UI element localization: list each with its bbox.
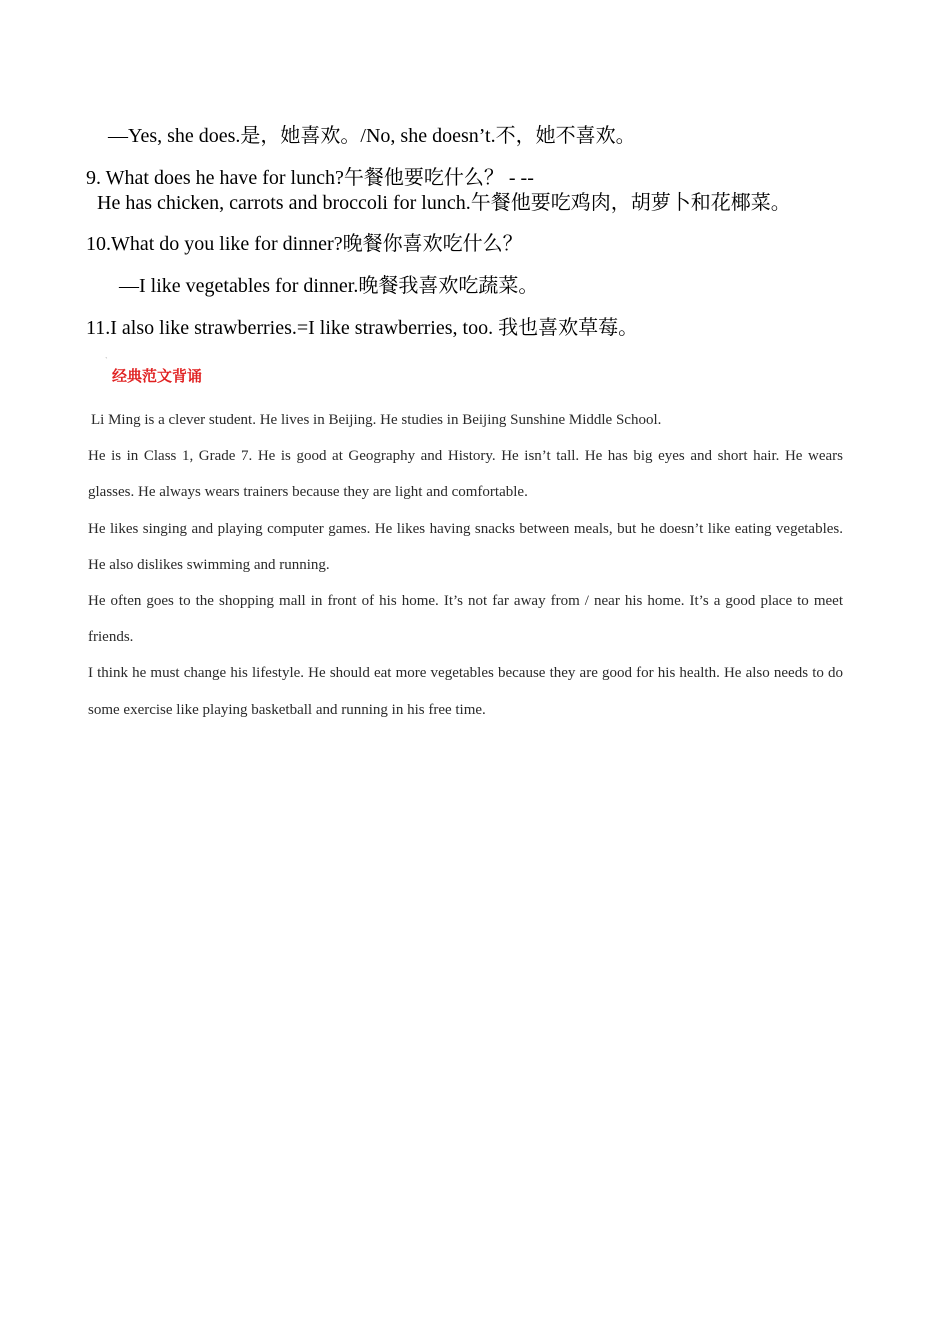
section-title: 经典范文背诵 <box>112 367 203 385</box>
corner-mark: ` <box>105 356 108 365</box>
question-10: 10.What do you like for dinner?晚餐你喜欢吃什么？ <box>86 233 523 255</box>
sentence-11: 11.I also like strawberries.=I like strawberries, too. 我也喜欢草莓。 <box>86 317 639 339</box>
essay-paragraph: He is in Class 1, Grade 7. He is good at Geography and History. He isn’t tall. He has big eyes and short hair. He wears glasses. He always wears trainers because they are light and comfortable. <box>88 448 843 501</box>
answer-9: He has chicken, carrots and broccoli for lunch.午餐他要吃鸡肉，胡萝卜和花椰菜。 <box>97 192 791 214</box>
answer-line-yes-she-does: —Yes, she does.是，她喜欢。/No, she doesn’t.不，她不喜欢。 <box>108 125 636 147</box>
question-9: 9. What does he have for lunch?午餐他要吃什么？ - -- <box>86 167 534 189</box>
essay-paragraph: I think he must change his lifestyle. He should eat more vegetables because they are good for his health. He also needs to do some exercise like playing basketball and running in his free time. <box>88 665 843 718</box>
answer-10: —I like vegetables for dinner.晚餐我喜欢吃蔬菜。 <box>119 275 539 297</box>
essay-paragraph: He often goes to the shopping mall in front of his home. It’s not far away from / near his home. It’s a good place to meet friends. <box>88 593 843 646</box>
model-essay <box>88 402 843 728</box>
essay-paragraph: Li Ming is a clever student. He lives in Beijing. He studies in Beijing Sunshine Middle School. <box>91 412 662 428</box>
essay-paragraph: He likes singing and playing computer games. He likes having snacks between meals, but he doesn’t like eating vegetables. He also dislikes swimming and running. <box>88 520 843 573</box>
